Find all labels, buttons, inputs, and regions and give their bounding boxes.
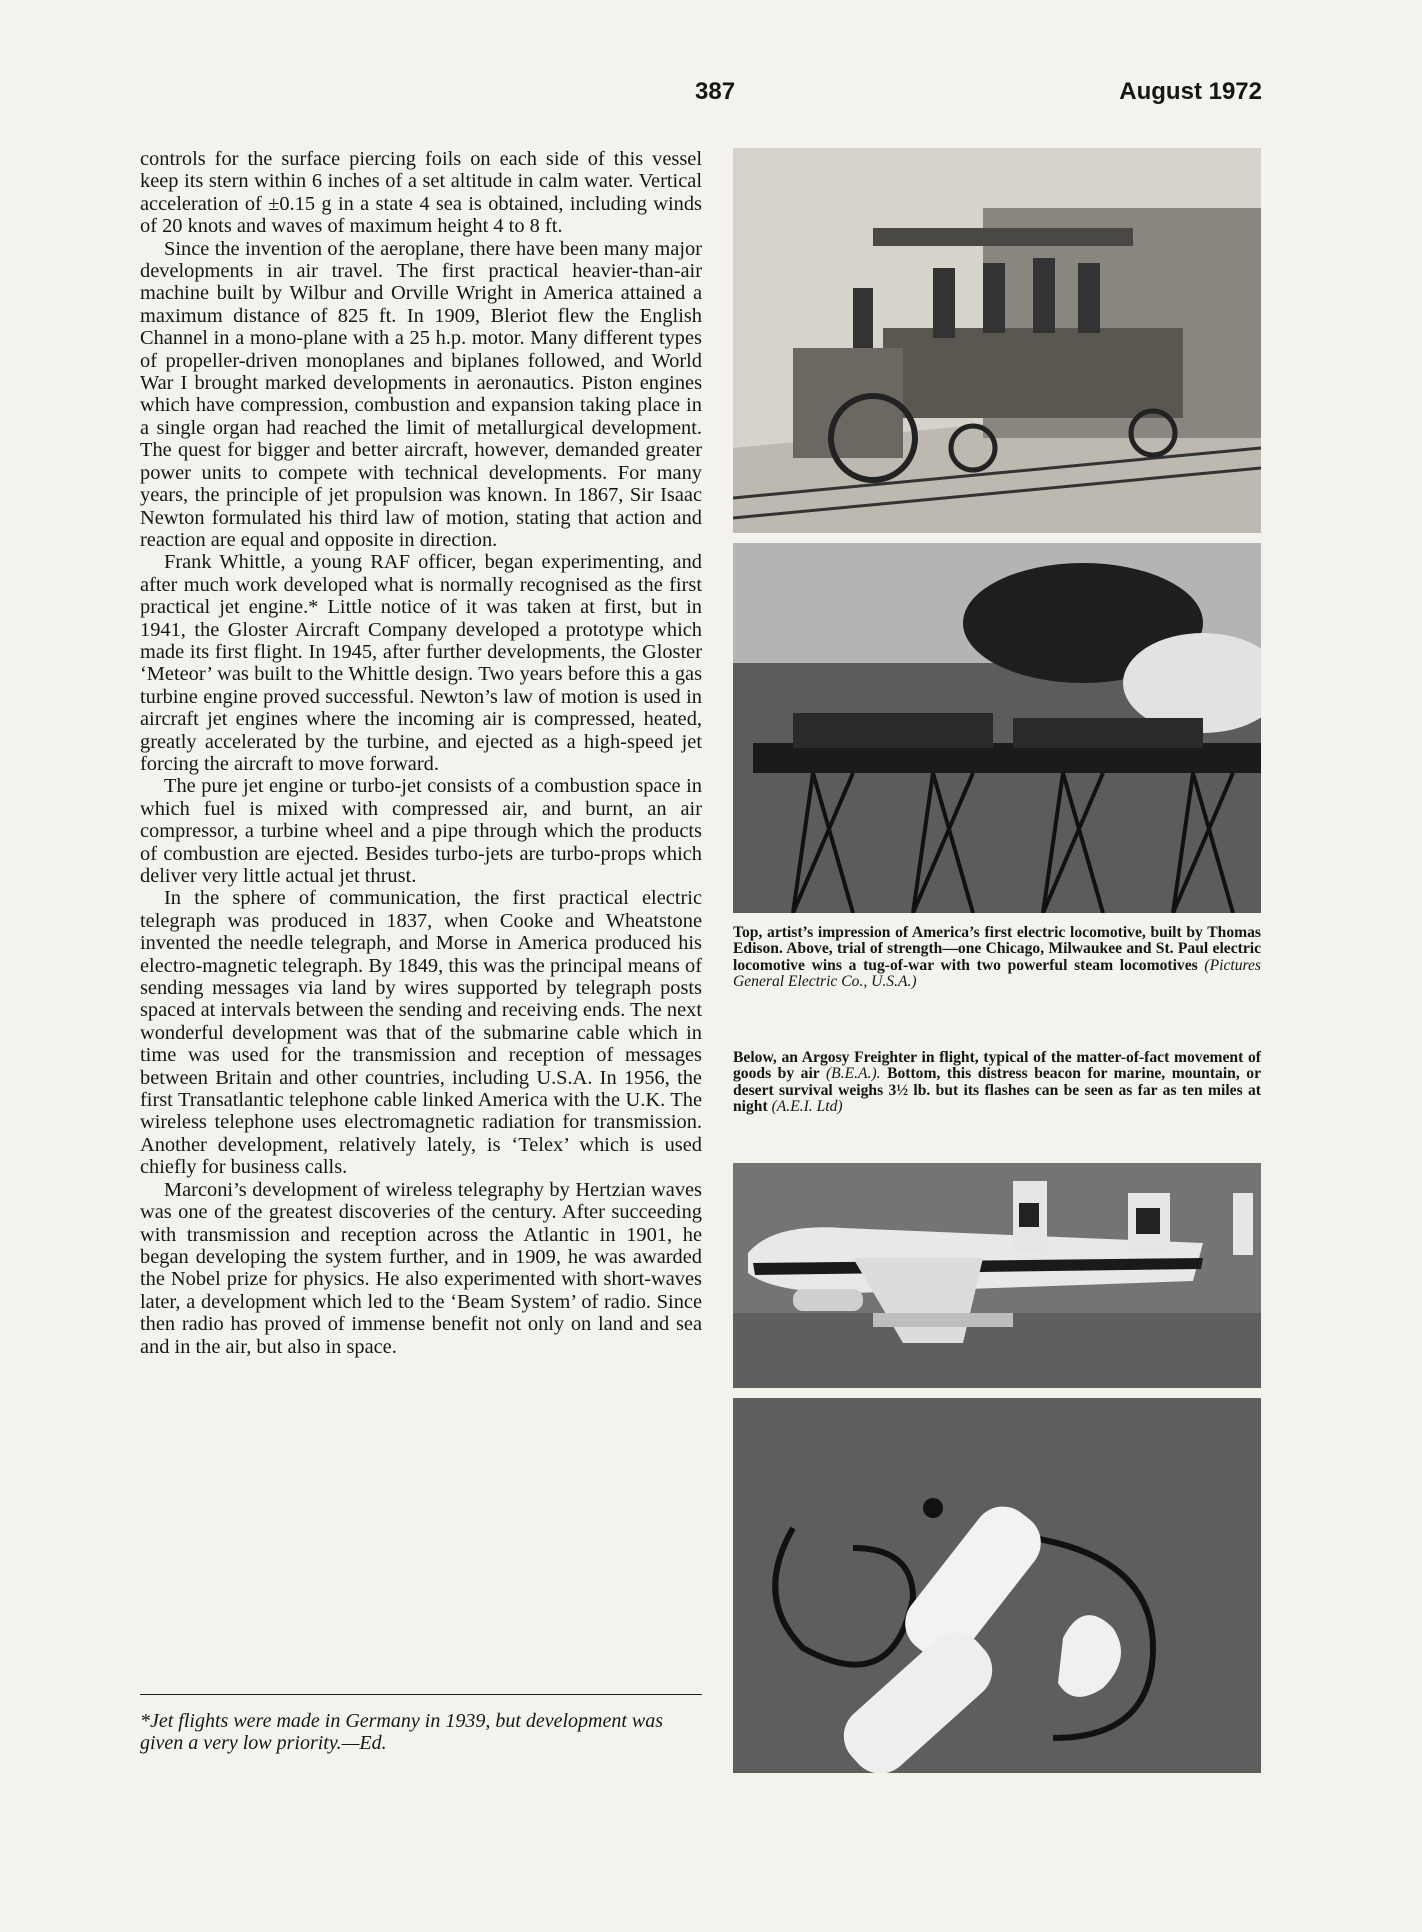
tug-of-war-trestle-photo	[733, 543, 1261, 913]
paragraph: Marconi’s development of wireless telegraphy by Hertzian waves was one of the greatest discoveries of the century. After succeeding with transmission and reception across the Atlantic in 1901, he began developing the system further, and in 1909, he was awarded the Nobel prize for physics. He also experimented with short-waves later, a development which led to the ‘Beam System’ of radio. Since then radio has proved of immense benefit not only on land and sea and in the air, but also in space.	[140, 1178, 702, 1358]
argosy-freighter-photo	[733, 1163, 1261, 1388]
footnote-divider	[140, 1694, 702, 1695]
top-photos-caption	[733, 925, 1261, 991]
paragraph: controls for the surface piercing foils on each side of this vessel keep its stern within 6 inches of a set altitude in calm water. Vertical acceleration of ±0.15 g in a state 4 sea is obtained, including winds of 20 knots and waves of maximum height 4 to 8 ft.	[140, 148, 702, 238]
page-number: 387	[695, 78, 736, 105]
caption-text: Bottom, this distress beacon for marine, mountain, or desert survival weighs 3½ lb. but its flashes can be seen as far as ten miles at night	[733, 1065, 1262, 1116]
article-body	[140, 148, 702, 1358]
caption-text: Below, an Argosy Freighter in flight, typical of the matter-of-fact movement of goods by air	[733, 1049, 1261, 1083]
page-header	[140, 78, 1262, 108]
caption-credit: (Pictures General Electric Co., U.S.A.)	[733, 956, 1261, 991]
issue-date: August 1972	[1119, 78, 1262, 105]
distress-beacon-photo	[733, 1398, 1261, 1773]
caption-text: Top, artist’s impression of America’s first electric locomotive, built by Thomas Edison. Above, trial of strength—one Chicago, Milwaukee and St. Paul electric locomotive wins a tug-of-war with two powerful steam locomotives	[733, 924, 1261, 974]
paragraph: Frank Whittle, a young RAF officer, began experimenting, and after much work developed what is normally recognised as the first practical jet engine.* Little notice of it was taken at first, but in 1941, the Gloster Aircraft Company developed a prototype which made its first flight. In 1945, after further developments, the Gloster ‘Meteor’ was built to the Whittle design. Two years before this a gas turbine engine proved successful. Newton’s law of motion is used in aircraft jet engines where the incoming air is compressed, heated, greatly accelerated by the turbine, and ejected as a high-speed jet forcing the aircraft to move forward.	[140, 551, 702, 775]
caption-credit: (B.E.A.).	[825, 1065, 881, 1083]
edison-locomotive-illustration	[733, 148, 1261, 533]
bottom-photos-caption	[733, 1050, 1261, 1116]
paragraph: In the sphere of communication, the first practical electric telegraph was produced in 1837, when Cooke and Wheatstone invented the needle telegraph, and Morse in America produced his electro-magnetic telegraph. By 1849, this was the principal means of sending messages via land by wires supported by telegraph posts spaced at intervals between the sending and receiving ends. The next wonderful development was that of the submarine cable which in time was used for the transmission and reception of messages between Britain and other countries, including U.S.A. In 1956, the first Transatlantic telephone cable linked America with the U.K. The wireless telephone uses electromagnetic radiation for transmission. Another development, relatively lately, is ‘Telex’ which is used chiefly for business calls.	[140, 887, 702, 1179]
caption-credit: (A.E.I. Ltd)	[771, 1098, 843, 1116]
footnote: *Jet flights were made in Germany in 1939, but development was given a very low priority.—Ed.	[140, 1710, 664, 1754]
paragraph: Since the invention of the aeroplane, there have been many major developments in air travel. The first practical heavier-than-air machine built by Wilbur and Orville Wright in America attained a maximum distance of 825 ft. In 1909, Bleriot flew the English Channel in a mono-plane with a 25 h.p. motor. Many different types of propeller-driven monoplanes and biplanes followed, and World War I brought marked developments in aeronautics. Piston engines which have compression, combustion and expansion taking place in a single organ had reached the limit of metallurgical development. The quest for bigger and better aircraft, however, demanded greater power units to compete with technical developments. For many years, the principle of jet propulsion was known. In 1867, Sir Isaac Newton formulated his third law of motion, stating that action and reaction are equal and opposite in direction.	[140, 237, 702, 551]
paragraph: The pure jet engine or turbo-jet consists of a combustion space in which fuel is mixed with compressed air, and burnt, an air compressor, a turbine wheel and a pipe through which the products of combustion are ejected. Besides turbo-jets are turbo-props which deliver very little actual jet thrust.	[140, 775, 702, 887]
